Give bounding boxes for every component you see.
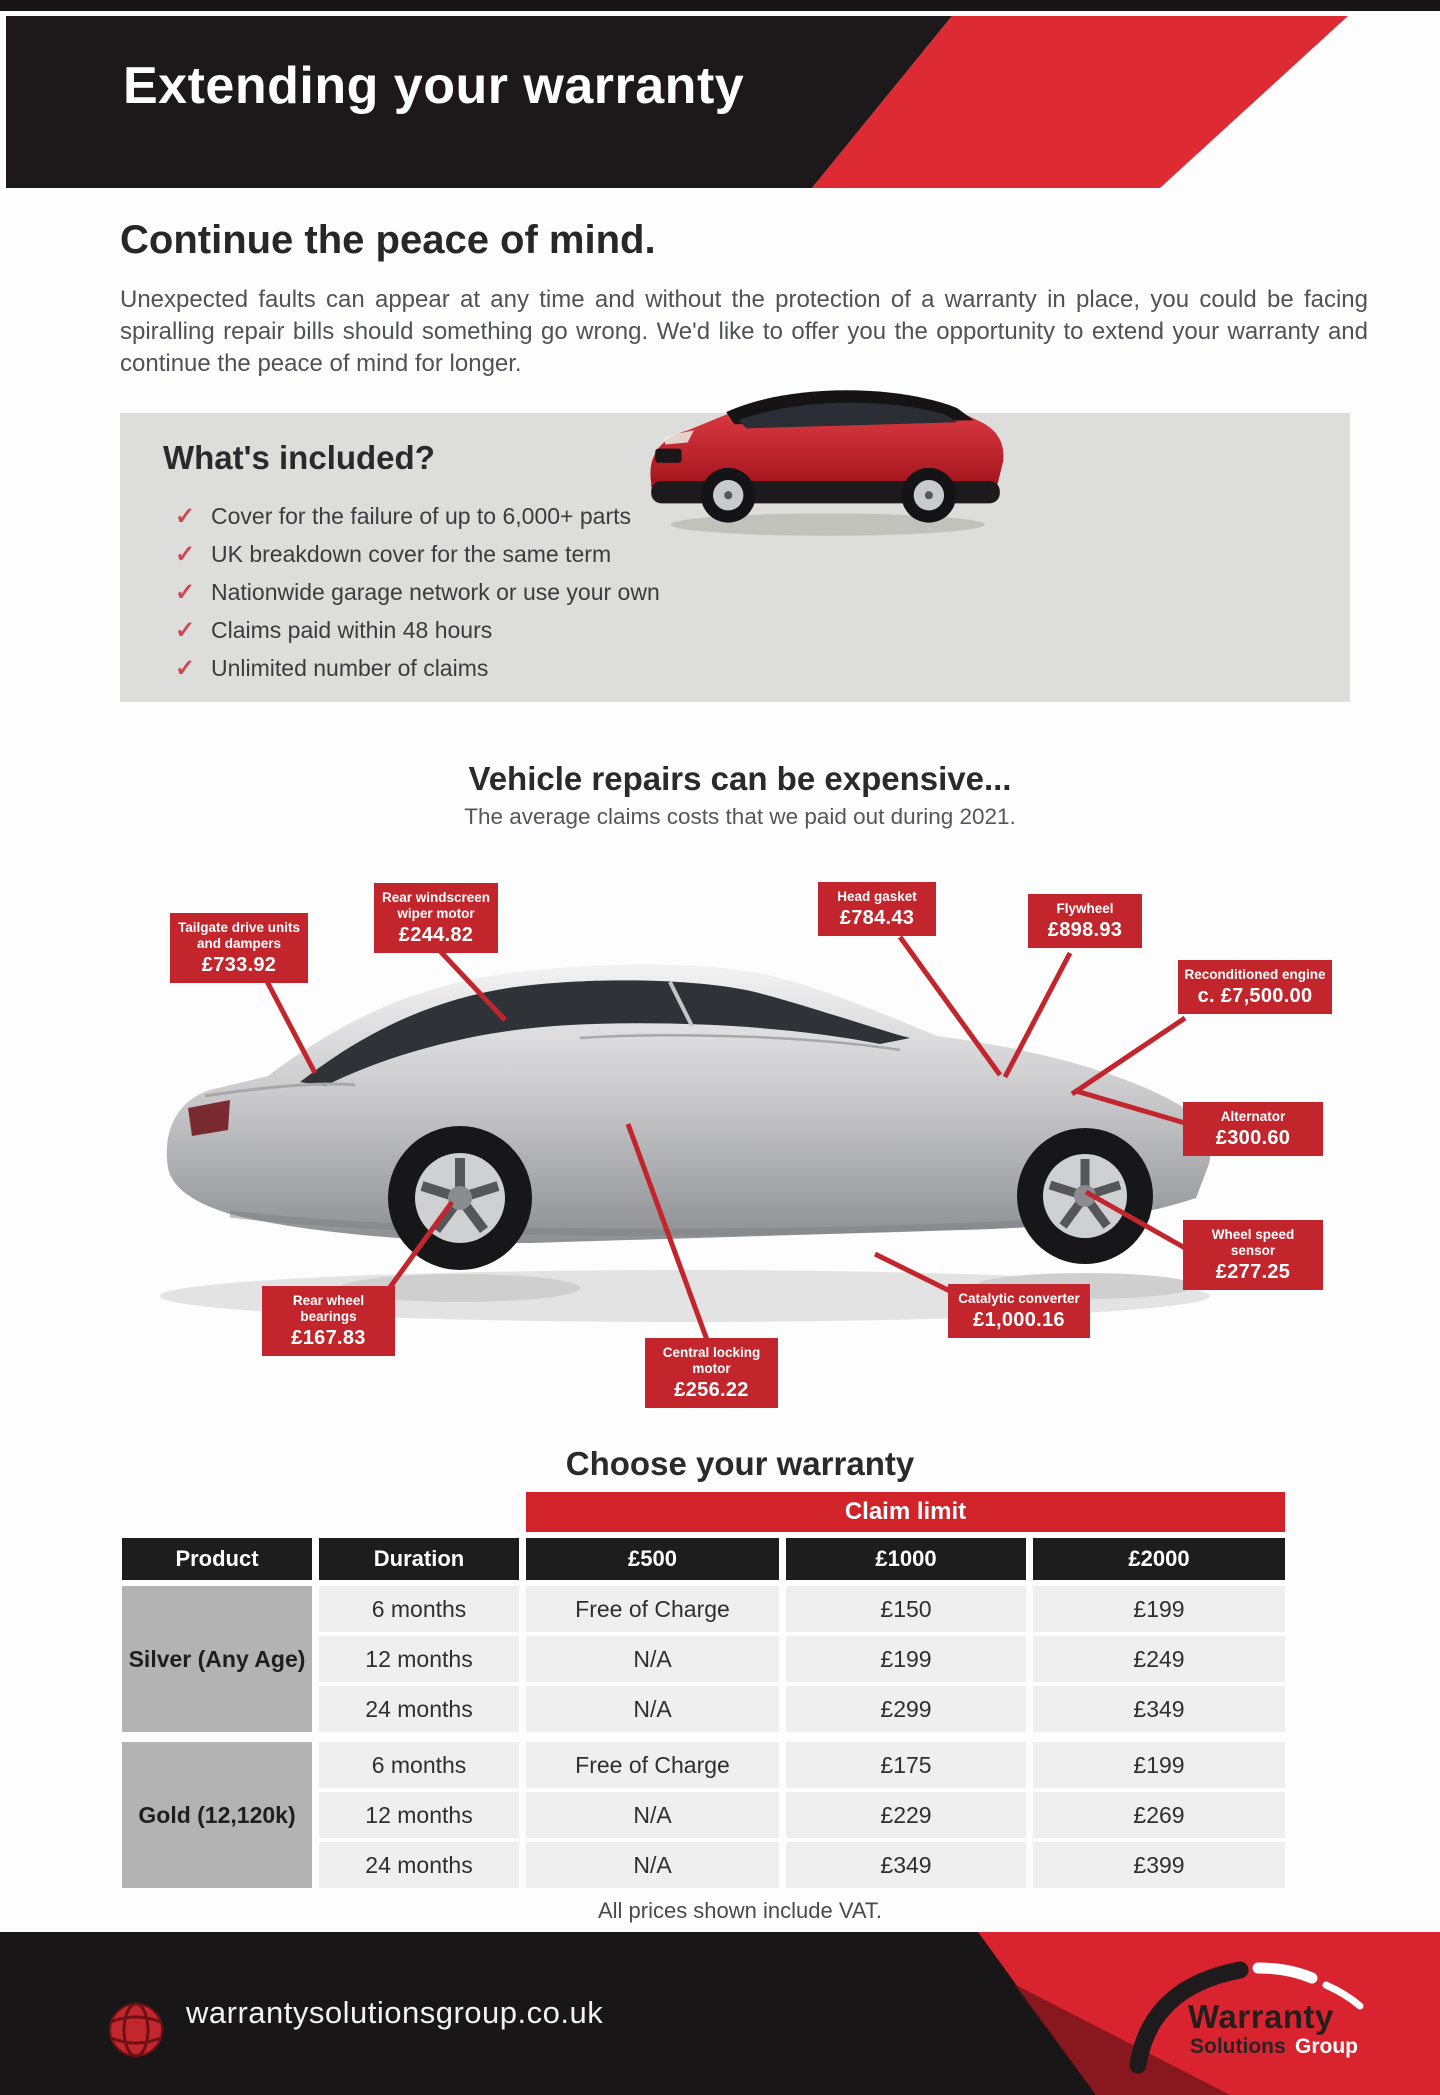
price-cell: £199 xyxy=(1033,1586,1285,1632)
website-link[interactable]: warrantysolutionsgroup.co.uk xyxy=(186,1995,604,2030)
list-item xyxy=(175,573,660,611)
price-cell: Free of Charge xyxy=(526,1742,779,1788)
repairs-subheading: The average claims costs that we paid out during 2021. xyxy=(464,804,1016,829)
callout-wheel-speed-sensor: Wheel speed sensor £277.25 xyxy=(1183,1220,1323,1290)
list-item-label: Unlimited number of claims xyxy=(211,654,489,681)
duration-cell: 6 months xyxy=(319,1742,519,1788)
price-cell: £199 xyxy=(1033,1742,1285,1788)
check-icon: ✓ xyxy=(175,578,196,606)
column-header-product: Product xyxy=(122,1538,312,1580)
top-black-strip xyxy=(0,0,1440,11)
pricing-heading: Choose your warranty xyxy=(565,1445,915,1482)
list-item xyxy=(175,611,660,649)
product-cell: Gold (12,120k) xyxy=(122,1742,312,1888)
list-item-label: Cover for the failure of up to 6,000+ parts xyxy=(211,502,631,529)
whats-included-box xyxy=(120,413,1350,702)
product-group-silver xyxy=(122,1586,1285,1732)
column-header-2000: £2000 xyxy=(1033,1538,1285,1580)
duration-cell: 24 months xyxy=(319,1842,519,1888)
intro-heading: Continue the peace of mind. xyxy=(120,218,656,262)
callout-head-gasket: Head gasket £784.43 xyxy=(818,882,936,936)
logo-text-group: Group xyxy=(1295,2035,1358,2058)
callout-flywheel: Flywheel £898.93 xyxy=(1028,894,1142,948)
duration-cell: 12 months xyxy=(319,1636,519,1682)
duration-cell: 6 months xyxy=(319,1586,519,1632)
claim-limit-band xyxy=(526,1492,1285,1532)
warranty-pricing-table xyxy=(122,1492,1285,1898)
callout-rear-wiper: Rear windscreen wiper motor £244.82 xyxy=(374,883,498,953)
page-footer xyxy=(0,1932,1440,2095)
list-item xyxy=(175,535,660,573)
callout-rear-wheel-bearings: Rear wheel bearings £167.83 xyxy=(262,1286,395,1356)
price-cell: £150 xyxy=(786,1586,1026,1632)
price-cell: £175 xyxy=(786,1742,1026,1788)
callout-tailgate: Tailgate drive units and dampers £733.92 xyxy=(170,913,308,983)
red-suv-photo xyxy=(635,338,1015,543)
check-icon: ✓ xyxy=(175,616,196,644)
list-item xyxy=(175,497,660,535)
price-cell: £269 xyxy=(1033,1792,1285,1838)
price-cell: £199 xyxy=(786,1636,1026,1682)
check-icon: ✓ xyxy=(175,654,196,682)
repairs-subheading-block xyxy=(40,804,1440,830)
price-cell: Free of Charge xyxy=(526,1586,779,1632)
included-heading: What's included? xyxy=(163,439,435,476)
price-cell: £399 xyxy=(1033,1842,1285,1888)
price-cell: £299 xyxy=(786,1686,1026,1732)
page-header xyxy=(6,16,1440,188)
repair-costs-diagram xyxy=(110,868,1350,1440)
price-cell: £229 xyxy=(786,1792,1026,1838)
price-cell: £249 xyxy=(1033,1636,1285,1682)
product-group-gold xyxy=(122,1742,1285,1888)
check-icon: ✓ xyxy=(175,502,196,530)
callout-catalytic-converter: Catalytic converter £1,000.16 xyxy=(948,1284,1090,1338)
price-cell: N/A xyxy=(526,1792,779,1838)
repairs-heading-block xyxy=(40,760,1440,798)
logo-text-solutions: Solutions xyxy=(1190,2035,1286,2058)
price-cell: £349 xyxy=(786,1842,1026,1888)
globe-icon xyxy=(106,2000,166,2060)
duration-cell: 12 months xyxy=(319,1792,519,1838)
callout-alternator: Alternator £300.60 xyxy=(1183,1102,1323,1156)
page-title: Extending your warranty xyxy=(123,57,745,115)
column-header-1000: £1000 xyxy=(786,1538,1026,1580)
logo-text-warranty: Warranty xyxy=(1188,1998,1334,2035)
check-icon: ✓ xyxy=(175,540,196,568)
pricing-heading-block xyxy=(40,1445,1440,1483)
callout-central-locking: Central locking motor £256.22 xyxy=(645,1338,778,1408)
repairs-heading: Vehicle repairs can be expensive... xyxy=(468,760,1012,797)
product-cell: Silver (Any Age) xyxy=(122,1586,312,1732)
claim-limit-label: Claim limit xyxy=(844,1498,967,1525)
vat-footnote: All prices shown include VAT. xyxy=(597,1898,883,1923)
callout-reconditioned-engine: Reconditioned engine c. £7,500.00 xyxy=(1178,960,1332,1014)
claim-band-spacer xyxy=(122,1492,519,1532)
list-item-label: Claims paid within 48 hours xyxy=(211,616,493,643)
column-header-500: £500 xyxy=(526,1538,779,1580)
price-cell: £349 xyxy=(1033,1686,1285,1732)
column-header-duration: Duration xyxy=(319,1538,519,1580)
price-cell: N/A xyxy=(526,1842,779,1888)
list-item-label: UK breakdown cover for the same term xyxy=(211,540,612,567)
price-cell: N/A xyxy=(526,1636,779,1682)
intro-paragraph: Unexpected faults can appear at any time and without the protection of a warranty in place, you could be facing spiralling repair bills should something go wrong. We'd like to offer you the opportunity to extend your warranty and continue the peace of mind for longer. xyxy=(120,286,1368,377)
list-item-label: Nationwide garage network or use your own xyxy=(211,578,660,605)
included-list xyxy=(175,497,660,687)
price-cell: N/A xyxy=(526,1686,779,1732)
duration-cell: 24 months xyxy=(319,1686,519,1732)
list-item xyxy=(175,649,660,687)
